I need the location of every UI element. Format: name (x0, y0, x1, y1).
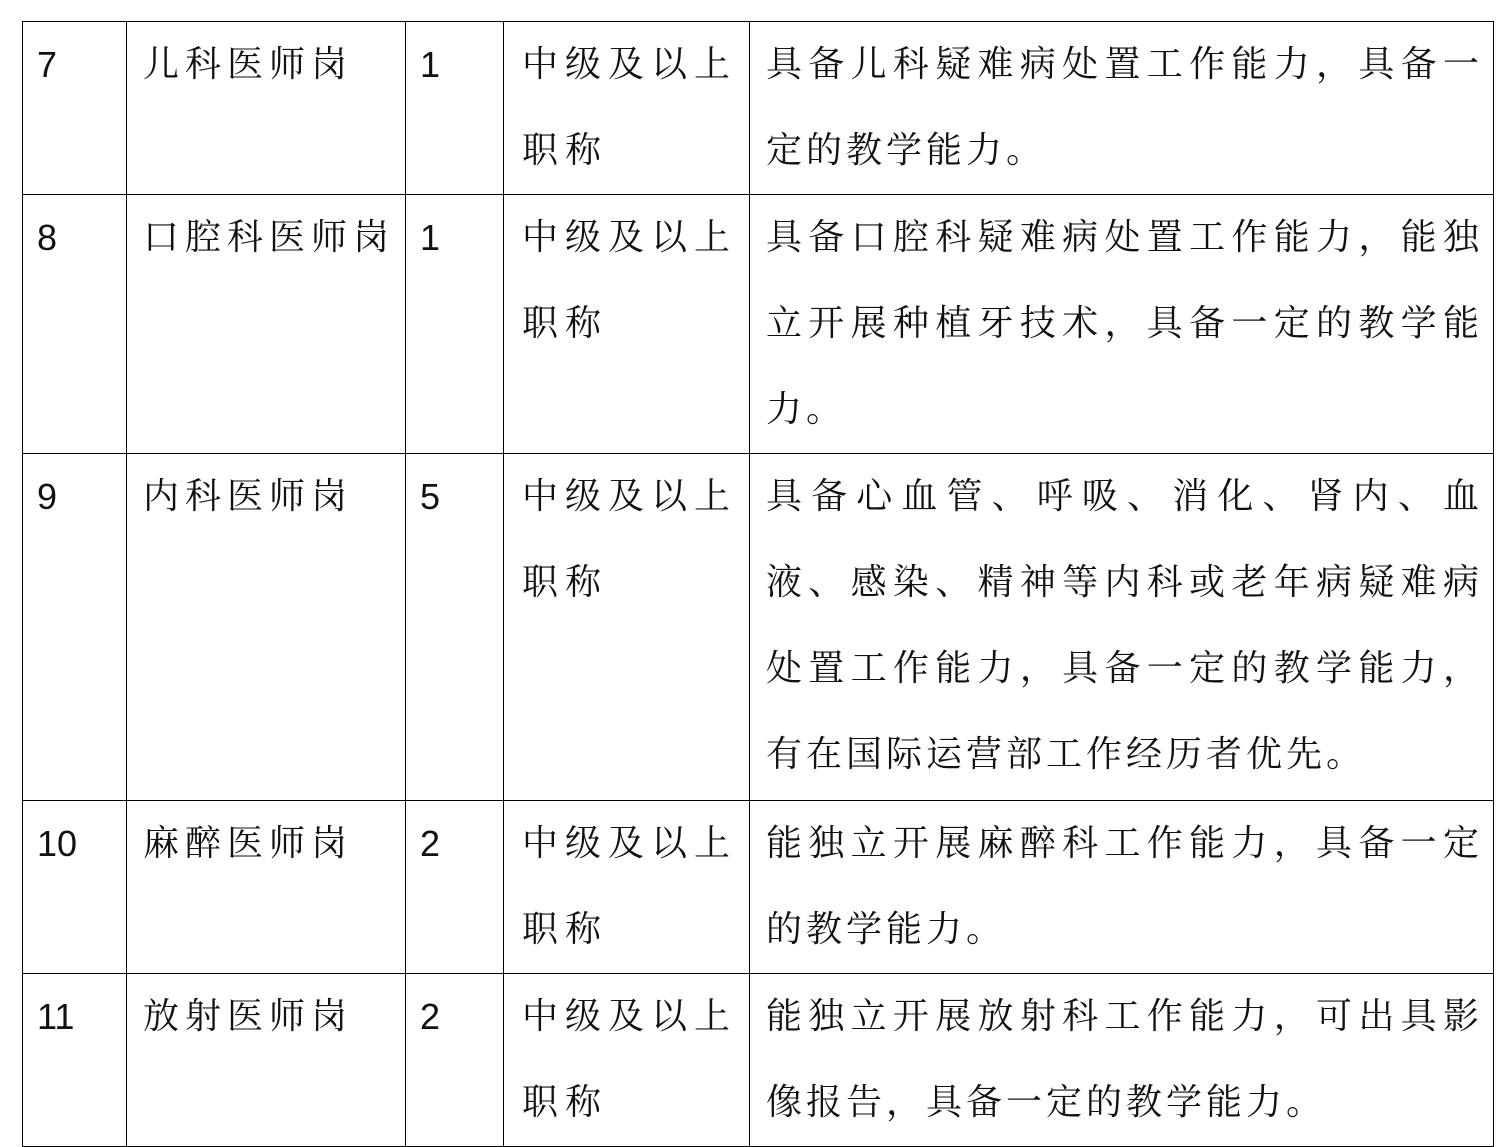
job-positions-table (22, 21, 1494, 1147)
table-row (23, 195, 1494, 454)
post-name: 儿科医师岗 (127, 22, 406, 195)
title-requirement: 中级及以上职称 (504, 974, 750, 1147)
table-row (23, 454, 1494, 801)
row-number: 10 (23, 801, 127, 974)
table-row (23, 22, 1494, 195)
job-requirement: 具备儿科疑难病处置工作能力，具备一定的教学能力。 (750, 22, 1494, 195)
title-requirement: 中级及以上职称 (504, 195, 750, 454)
job-requirement: 能独立开展麻醉科工作能力，具备一定的教学能力。 (750, 801, 1494, 974)
post-name: 放射医师岗 (127, 974, 406, 1147)
post-name: 内科医师岗 (127, 454, 406, 801)
row-number: 8 (23, 195, 127, 454)
job-requirement: 能独立开展放射科工作能力，可出具影像报告，具备一定的教学能力。 (750, 974, 1494, 1147)
headcount: 2 (406, 974, 504, 1147)
headcount: 2 (406, 801, 504, 974)
job-requirement: 具备心血管、呼吸、消化、肾内、血液、感染、精神等内科或老年病疑难病处置工作能力，具备一定的教学能力，有在国际运营部工作经历者优先。 (750, 454, 1494, 801)
headcount: 1 (406, 22, 504, 195)
headcount: 5 (406, 454, 504, 801)
headcount: 1 (406, 195, 504, 454)
row-number: 7 (23, 22, 127, 195)
table-row (23, 801, 1494, 974)
job-requirement: 具备口腔科疑难病处置工作能力，能独立开展种植牙技术，具备一定的教学能力。 (750, 195, 1494, 454)
post-name: 口腔科医师岗 (127, 195, 406, 454)
title-requirement: 中级及以上职称 (504, 801, 750, 974)
row-number: 9 (23, 454, 127, 801)
row-number: 11 (23, 974, 127, 1147)
title-requirement: 中级及以上职称 (504, 454, 750, 801)
title-requirement: 中级及以上职称 (504, 22, 750, 195)
post-name: 麻醉医师岗 (127, 801, 406, 974)
